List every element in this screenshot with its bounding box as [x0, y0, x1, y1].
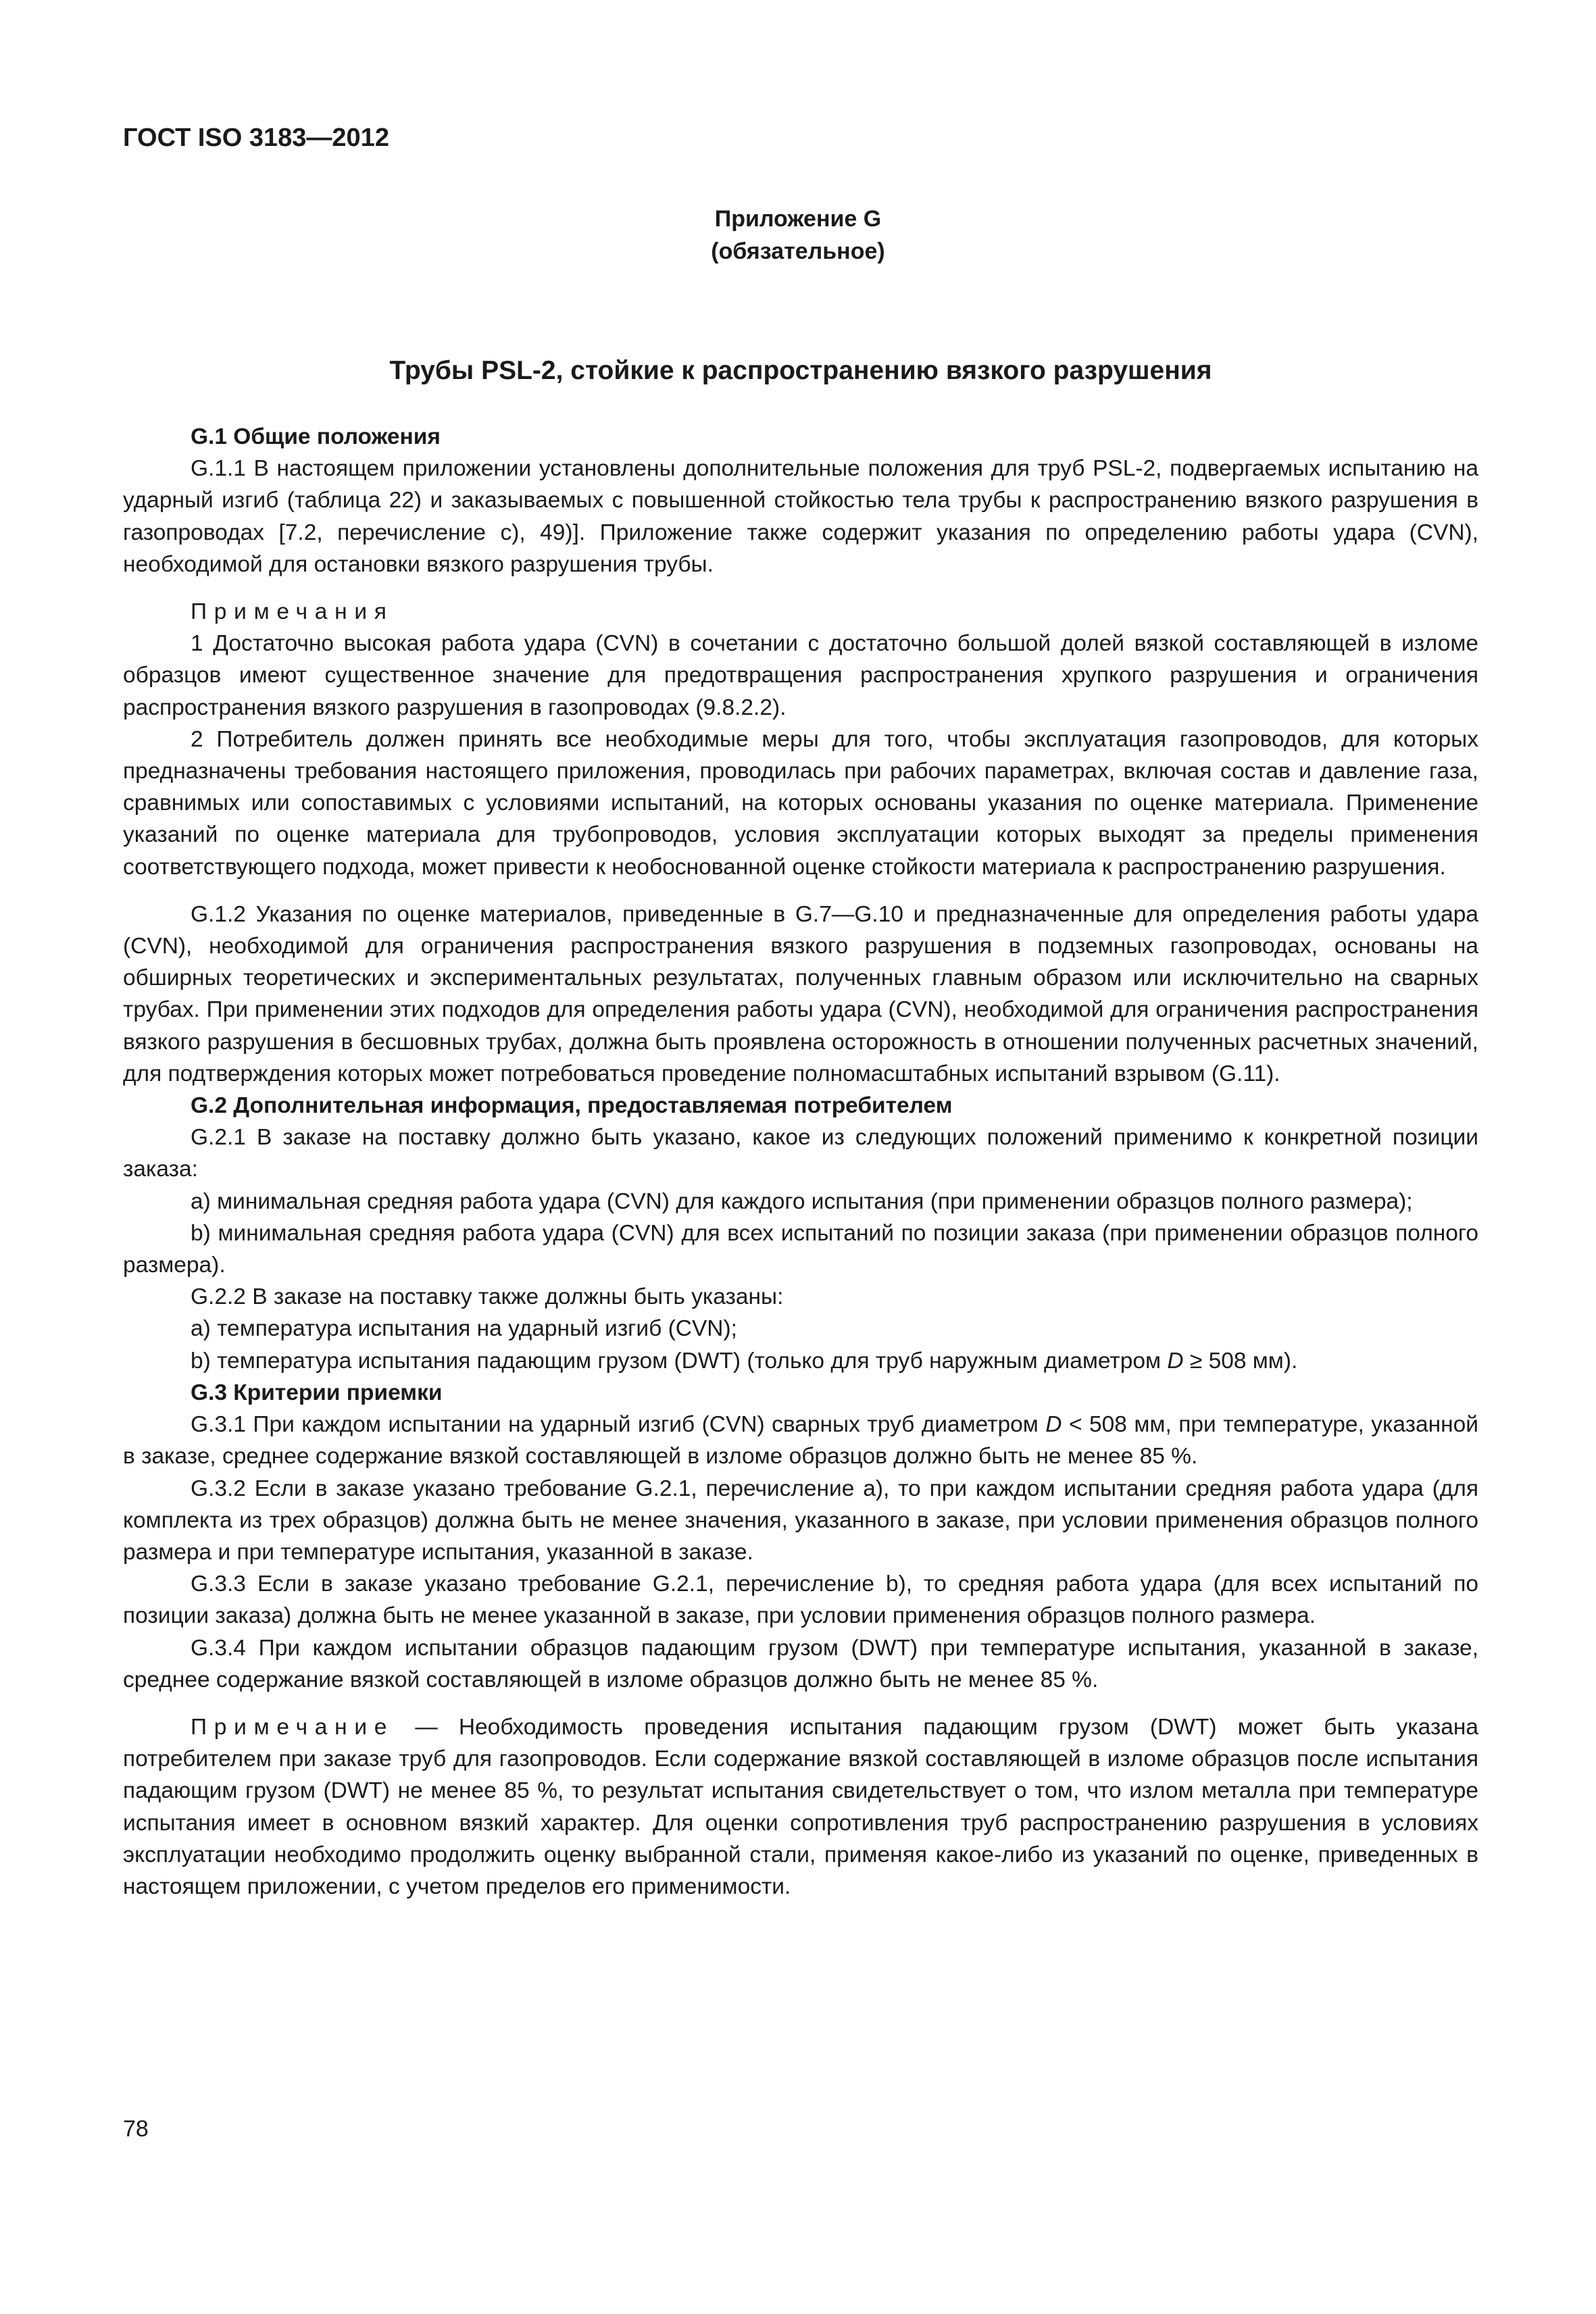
main-content — [123, 421, 1478, 1903]
annex-heading — [0, 203, 1596, 268]
note-g3 — [123, 1711, 1478, 1903]
paragraph-g3-1-tail: < 508 мм, при температуре, указанной в заказе, среднее содержание вязкой составляющей в изломе образцов должно быть не менее 85 %. — [123, 1412, 1478, 1469]
list-item-g2-2-b-text: b) температура испытания падающим грузом (DWT) (только для труб наружным диаметром — [191, 1348, 1168, 1374]
paragraph-g3-4: G.3.4 При каждом испытании образцов падающим грузом (DWT) при температуре испытания, указанной в заказе, среднее содержание вязкой составляющей в изломе образцов должно быть не менее 85 %. — [123, 1635, 1478, 1692]
paragraph-g1-1: G.1.1 В настоящем приложении установлены дополнительные положения для труб PSL-2, подвергаемых испытанию на ударный изгиб (таблица 22) и заказываемых с повышенной стойкостью тела трубы к распространению вязкого разрушения в газопроводах [7.2, перечисление с), 49)]. Приложение также содержит указания по определению работы удара (CVN), необходимой для остановки вязкого разрушения трубы. — [123, 456, 1478, 577]
notes-label — [123, 596, 1478, 628]
list-item-g2-1-b: b) минимальная средняя работа удара (CVN) для всех испытаний по позиции заказа (при применении образцов полного размера). — [123, 1220, 1478, 1278]
paragraph-g1-2: G.1.2 Указания по оценке материалов, приведенные в G.7—G.10 и предназначенные для определения работы удара (CVN), необходимой для ограничения распространения вязкого разрушения в подземных газопроводах, основаны на обширных теоретических и экспериментальных результатах, полученных главным образом или исключительно на сварных трубах. При применении этих подходов для определения работы удара (CVN), необходимой для ограничения распространения вязкого разрушения в бесшовных трубах, должна быть проявлена осторожность в отношении полученных расчетных значений, для подтверждения которых может потребоваться проведение полномасштабных испытаний взрывом (G.11). — [123, 901, 1478, 1086]
annex-status: (обязательное) — [711, 238, 885, 264]
paragraph-g3-3: G.3.3 Если в заказе указано требование G.2.1, перечисление b), то средняя работа удара (для всех испытаний по позиции заказа) должна быть не менее указанной в заказе, при условии применения образцов полного размера. — [123, 1571, 1478, 1629]
paragraph-g3-2: G.3.2 Если в заказе указано требование G.2.1, перечисление а), то при каждом испытании средняя работа удара (для комплекта из трех образцов) должна быть не менее значения, указанного в заказе, при условии применения образцов полного размера и при температуре испытания, указанной в заказе. — [123, 1476, 1478, 1565]
paragraph-g3-1-text: G.3.1 При каждом испытании на ударный изгиб (CVN) сварных труб диаметром — [191, 1412, 1046, 1438]
note-2: 2 Потребитель должен принять все необходимые меры для того, чтобы эксплуатация газопроводов, для которых предназначены требования настоящего приложения, проводилась при рабочих параметрах, включая состав и давление газа, сравнимых или сопоставимых с условиями испытаний, на которых основаны указания по оценке материала. Применение указаний по оценке материала для трубопроводов, условия эксплуатации которых выходят за пределы применения соответствующего подхода, может привести к необоснованной оценке стойкости материала к распространению разрушения. — [123, 726, 1478, 880]
notes-label-text: Примечания — [191, 599, 394, 625]
annex-title: Трубы PSL-2, стойкие к распространению вязкого разрушения — [389, 356, 1212, 385]
section-heading-g3: G.3 Критерии приемки — [191, 1380, 443, 1405]
note-g3-text: — Необходимость проведения испытания падающим грузом (DWT) может быть указана потребителем при заказе труб для газопроводов. Если содержание вязкой составляющей в изломе образцов после испытания падающим грузом (DWT) не менее 85 %, то результат испытания свидетельствует о том, что излом металла при температуре испытания имеет в основном вязкий характер. Для оценки сопротивления труб распространению разрушения в условиях эксплуатации необходимо продолжить оценку выбранной стали, применяя какое-либо из указаний по оценке, приведенных в настоящем приложении, с учетом пределов его применимости. — [123, 1714, 1478, 1899]
note-g3-label: Примечание — [191, 1714, 395, 1740]
paragraph-g2-2: G.2.2 В заказе на поставку также должны быть указаны: — [191, 1284, 784, 1310]
list-item-g2-2-a: а) температура испытания на ударный изгиб (CVN); — [191, 1316, 737, 1342]
list-item-g2-2-b — [123, 1345, 1478, 1377]
note-1: 1 Достаточно высокая работа удара (CVN) в сочетании с достаточно большой долей вязкой составляющей в изломе образцов имеют существенное значение для предотвращения распространения хрупкого разрушения и ограничения распространения вязкого разрушения в газопроводах (9.8.2.2). — [123, 631, 1478, 720]
list-item-g2-2-b-tail: ≥ 508 мм). — [1183, 1348, 1298, 1374]
diameter-symbol: D — [1045, 1412, 1062, 1438]
paragraph-g2-1: G.2.1 В заказе на поставку должно быть указано, какое из следующих положений применимо к конкретной позиции заказа: — [123, 1125, 1478, 1182]
section-heading-g2: G.2 Дополнительная информация, предоставляемая потребителем — [191, 1093, 953, 1119]
page-number: 78 — [123, 2116, 149, 2142]
list-item-g2-1-a: а) минимальная средняя работа удара (CVN) для каждого испытания (при применении образцов полного размера); — [191, 1188, 1413, 1214]
paragraph-g3-1 — [123, 1409, 1478, 1472]
standard-code: ГОСТ ISO 3183—2012 — [123, 124, 389, 152]
diameter-symbol: D — [1167, 1348, 1184, 1374]
section-heading-g1: G.1 Общие положения — [191, 424, 441, 449]
annex-label: Приложение G — [714, 206, 882, 232]
